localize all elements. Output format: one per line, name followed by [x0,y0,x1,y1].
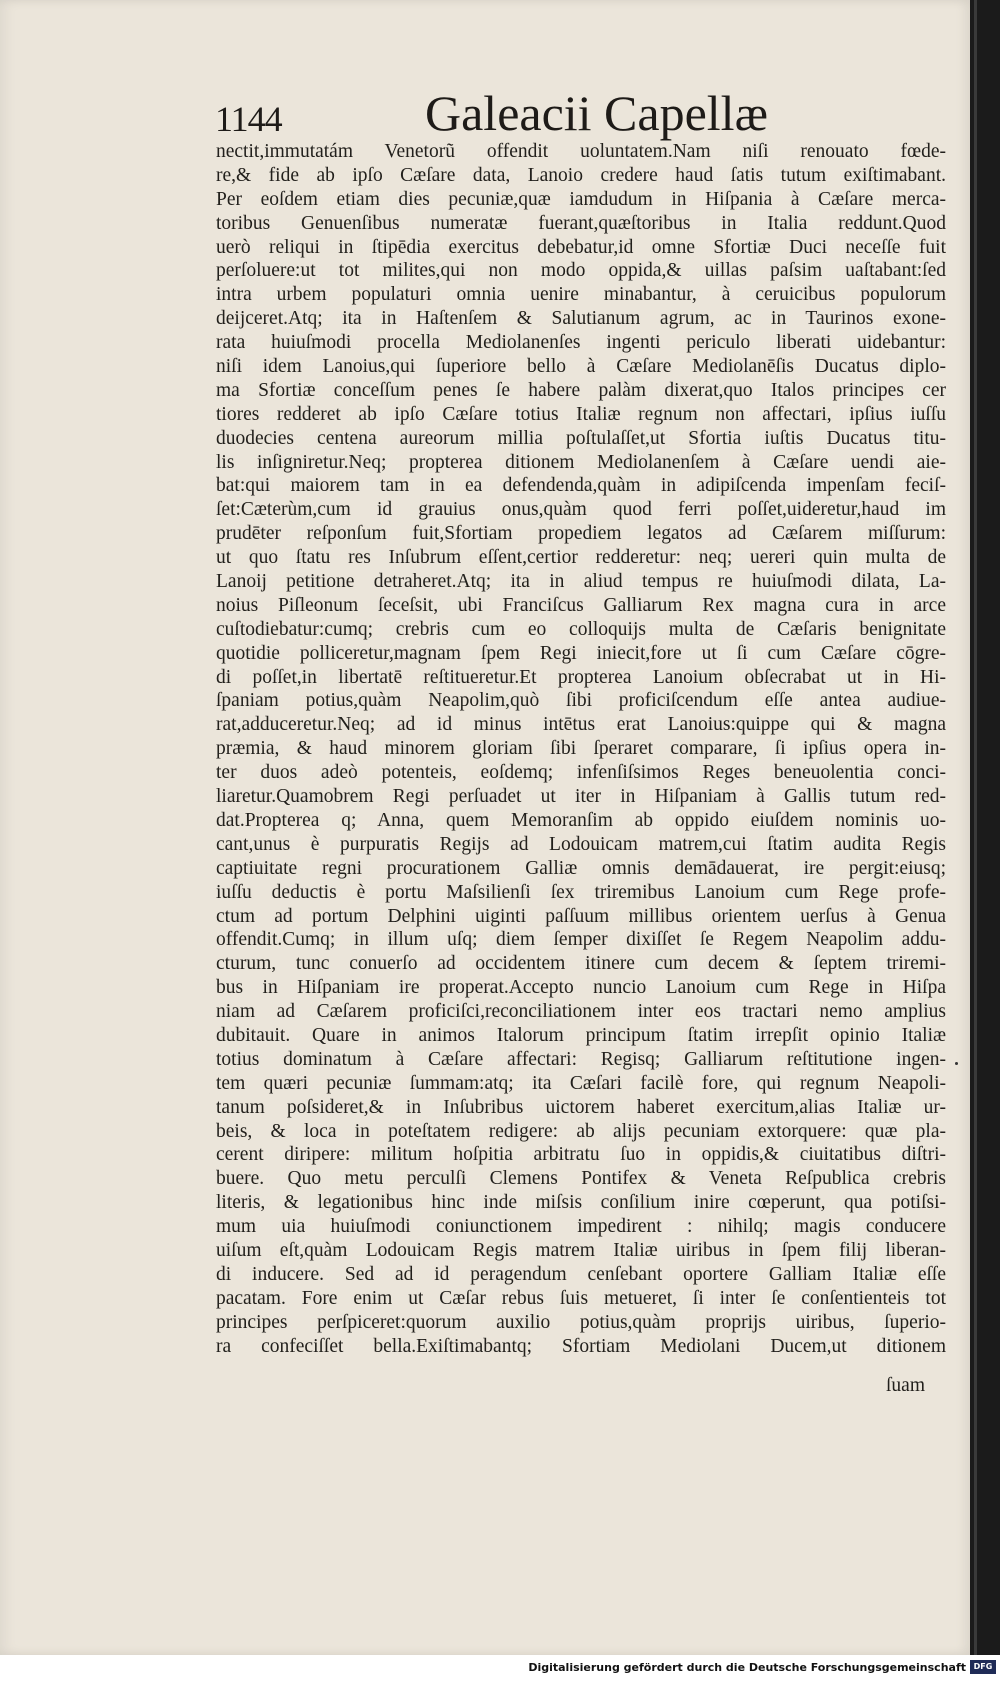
text-line: dat.Propterea q; Anna, quem Memoranſim ab oppido eiuſdem nominis uo- [216,809,946,831]
text-line: literis, & legationibus hinc inde miſsis conſilium inire cœperunt, qua potiſsi- [216,1192,946,1214]
text-line: deijceret.Atq; ita in Haſtenſem & Salutianum agrum, ac in Taurinos exone- [216,308,946,330]
text-line: dubitauit. Quare in animos Italorum principum ſtatim irrepſit opinio Italiæ [216,1024,946,1046]
text-line: niſi idem Lanoius,qui ſuperiore bello à Cæſare Mediolanēſis Ducatus diplo- [216,356,946,378]
text-line: bus in Hiſpaniam ire properat.Accepto nuncio Lanoium cum Rege in Hiſpa [216,977,946,999]
text-line: intra urbem populaturi omnia uenire minabantur, à ceruicibus populorum [216,284,946,306]
text-line: beis, & loca in poteſtatem redigere: ab alijs pecuniam extorquere: quæ pla- [216,1120,946,1142]
text-line: lis inſigniretur.Neq; propterea ditionem Mediolanenſem à Cæſare uendi aie- [216,451,946,473]
text-line: tem quæri pecuniæ ſummam:atq; ita Cæſari facilè fore, qui regnum Neapoli- [216,1072,946,1094]
text-line: totius dominatum à Cæſare affectari: Regisq; Galliarum reſtitutione ingen- [216,1048,946,1070]
page-number: 1144 [215,99,282,139]
text-line: liaretur.Quamobrem Regi perſuadet ut iter in Hiſpaniam à Gallis tutum red- [216,786,946,808]
margin-mark [955,1062,958,1065]
text-line: uerò reliqui in ſtipēdia exercitus debebatur,id omne Sfortiæ Duci neceſſe fuit [216,236,946,258]
text-line: cuſtodiebatur:cumq; crebris cum eo colloquijs multa de Cæſaris benignitate [216,618,946,640]
text-line: offendit.Cumq; in illum uſq; diem ſemper dixiſſet ſe Regem Neapolim addu- [216,929,946,951]
text-line: buere. Quo metu perculſi Clemens Pontifex & Veneta Reſpublica crebris [216,1168,946,1190]
text-line: rat,adduceretur.Neq; ad id minus intētus erat Lanoius:quippe qui & magna [216,714,946,736]
body-text [216,140,946,1358]
funding-credit: Digitalisierung gefördert durch die Deutsche Forschungsgemeinschaft [528,1661,966,1674]
text-line: tanum poſsideret,& in Inſubribus uictorem haberet exercitum,alias Italiæ ur- [216,1096,946,1118]
text-line: captiuitate regni procurationem Galliæ omnis demādauerat, ire pergit:eiusq; [216,857,946,879]
page-header [215,84,768,144]
text-line: præmia, & haud minorem gloriam ſibi ſperaret comparare, ſi ipſius opera in- [216,738,946,760]
text-line: cerent diripere: militum hoſpitia arbitratu ſuo in oppidis,& ciuitatibus diſtri- [216,1144,946,1166]
text-line: toribus Genuenſibus numeratæ fuerant,quæſtoribus in Italia reddunt.Quod [216,212,946,234]
text-line: Lanoij petitione detraheret.Atq; ita in aliud tempus re huiuſmodi dilata, La- [216,571,946,593]
catchword: ſuam [886,1375,925,1396]
text-line: pacatam. Fore enim ut Cæſar rebus ſuis metueret, ſi inter ſe conſentienteis tot [216,1287,946,1309]
text-line: tiores redderet ab ipſo Cæſare totius Italiæ regnum non affectari, ipſius iuſſu [216,403,946,425]
text-line: prudēter reſponſum fuit,Sfortiam propediem legatos ad Cæſarem miſſurum: [216,523,946,545]
text-line: mum uia huiuſmodi coniunctionem impedirent : nihilq; magis conducere [216,1216,946,1238]
text-line: ter duos adeò potenteis, eoſdemq; infenſiſsimos Reges beneuolentia conci- [216,762,946,784]
dfg-logo: DFG [970,1660,996,1674]
text-line: ſpaniam potius,quàm Neapolim,quò ſibi proficiſcendum eſſe antea audiue- [216,690,946,712]
text-line: nectit,immutatám Venetorũ offendit uoluntatem.Nam niſi renouato fœde- [216,141,946,162]
book-edge [970,0,1000,1655]
page-fold [974,0,977,1655]
text-line: duodecies centena aureorum millia poſtulaſſet,ut Sfortia iuſtis Ducatus titu- [216,427,946,449]
text-line: rata huiuſmodi procella Mediolanenſes ingenti periculo liberati uidebantur: [216,332,946,354]
text-line: di poſſet,in libertatē reſtitueretur.Et propterea Lanoium obſecrabat ut in Hi- [216,666,946,688]
text-line: ſet:Cæterùm,cum id grauius onus,quàm quod ferri poſſet,uideretur,haud im [216,499,946,521]
text-line: cant,unus è purpuratis Regijs ad Lodouicam matrem,cui ſtatim audita Regis [216,833,946,855]
footer [0,1655,1000,1683]
text-line: cturum, tunc conuerſo ad occidentem itinere cum decem & ſeptem triremi- [216,953,946,975]
text-line: ctum ad portum Delphini uiginti paſſuum millibus orientem uerſus à Genua [216,905,946,927]
text-line: Per eoſdem etiam dies pecuniæ,quæ iamdudum in Hiſpania à Cæſare merca- [216,188,946,210]
text-line: ra confeciſſet bella.Exiſtimabantq; Sfortiam Mediolani Ducem,ut ditionem [216,1335,946,1357]
text-line: perſoluere:ut tot milites,qui non modo oppida,& uillas paſsim uaſtabant:ſed [216,260,946,282]
text-line: ut quo ſtatu res Inſubrum eſſent,certior redderetur: neq; uereri quin multa de [216,547,946,569]
running-head: Galeacii Capellæ [425,85,768,141]
text-line: ma Sfortiæ conceſſum penes ſe habere palàm dixerat,quo Italos principes cer [216,379,946,401]
text-line: principes perſpiceret:quorum auxilio potius,quàm proprijs uiribus, ſuperio- [216,1311,946,1333]
text-line: uiſum eſt,quàm Lodouicam Regis matrem Italiæ uiribus in ſpem filij liberan- [216,1239,946,1261]
text-line: di inducere. Sed ad id peragendum cenſebant oportere Galliam Italiæ eſſe [216,1263,946,1285]
text-line: iuſſu deductis è portu Maſsilienſi ſex triremibus Lanoium cum Rege profe- [216,881,946,903]
text-line: quotidie polliceretur,magnam ſpem Regi iniecit,fore ut ſi cum Cæſare cōgre- [216,642,946,664]
text-line: bat:qui maiorem tam in ea defendenda,quàm in adipiſcenda impenſam feciſ- [216,475,946,497]
text-line: niam ad Cæſarem proficiſci,reconciliationem inter eos tractari nemo amplius [216,1001,946,1023]
text-line: re,& fide ab ipſo Cæſare data, Lanoio credere haud ſatis tutum exiſtimabant. [216,164,946,186]
text-line: noius Piſleonum ſeceſsit, ubi Franciſcus Galliarum Rex magna cura in arce [216,594,946,616]
